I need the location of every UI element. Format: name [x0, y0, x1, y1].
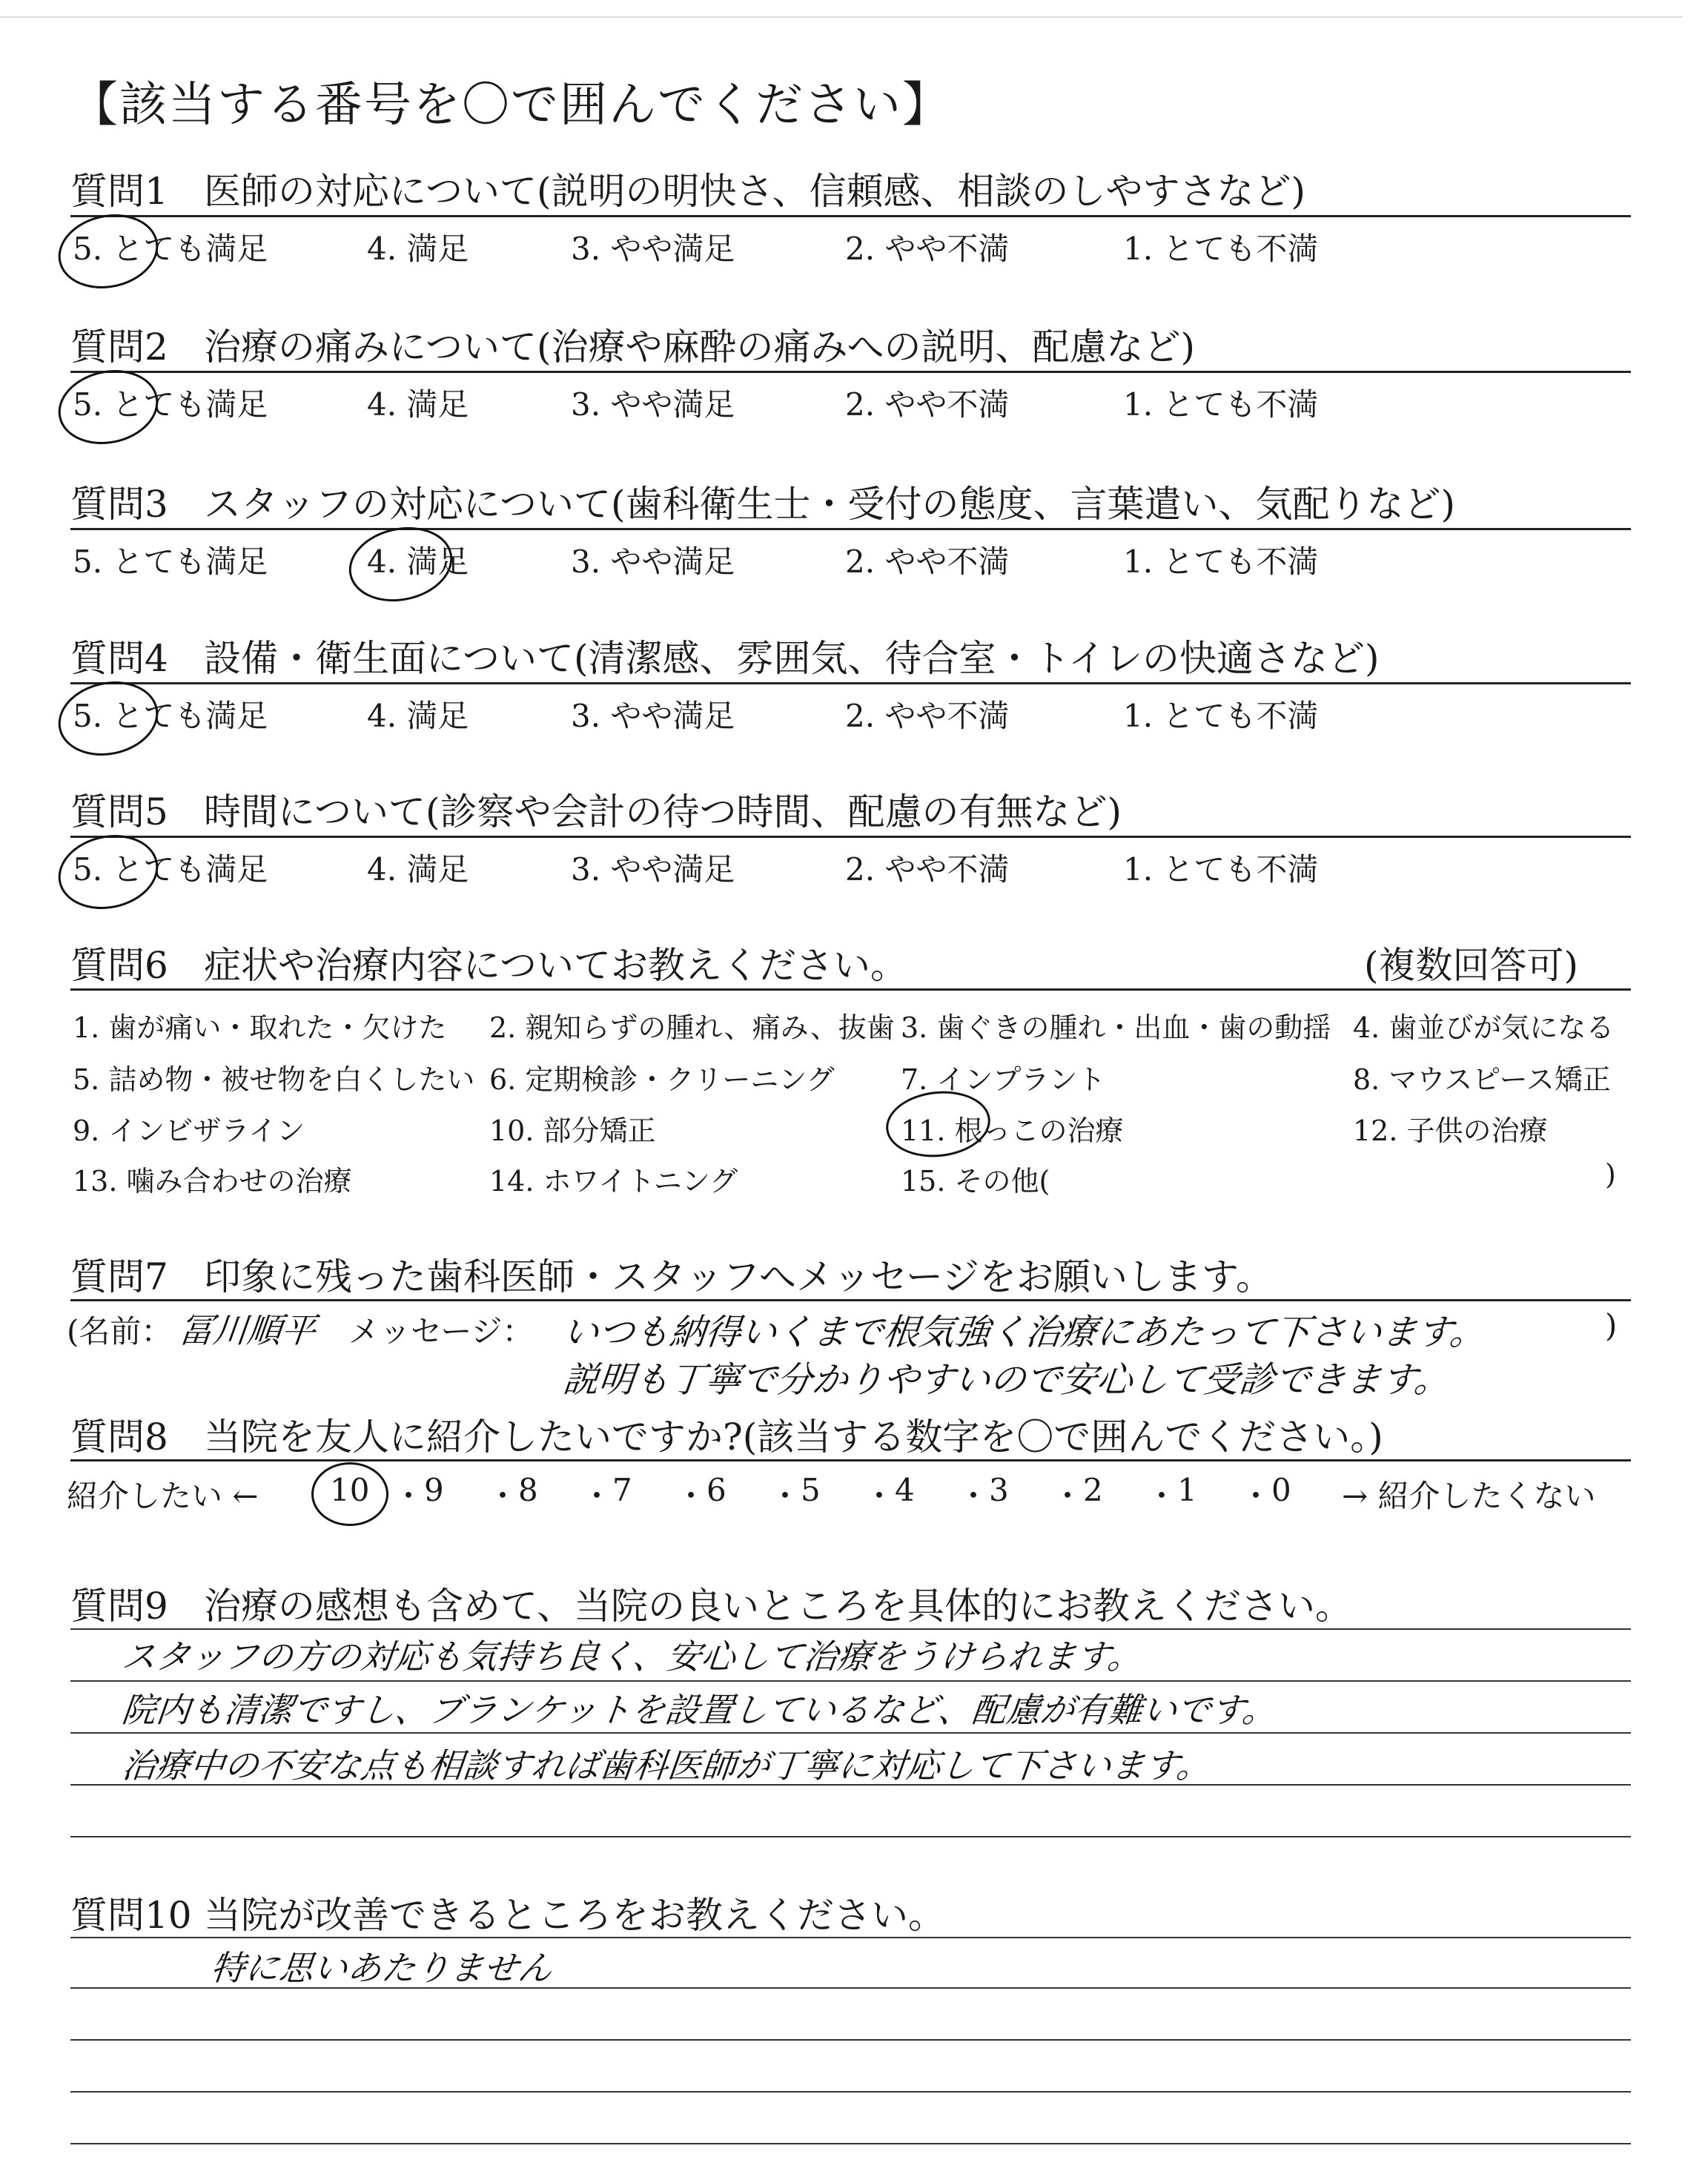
q8-scale-8[interactable]: 8	[518, 1472, 538, 1508]
q3-option-3[interactable]: 3. やや満足	[571, 544, 735, 580]
q8-scale-separator: ・	[487, 1478, 519, 1514]
q8-text: 当院を友人に紹介したいですか?(該当する数字を〇で囲んでください。)	[204, 1416, 1383, 1459]
q8-right-label: → 紹介したくない	[1342, 1478, 1596, 1514]
q5-option-1[interactable]: 1. とても不満	[1123, 851, 1319, 888]
q2-option-4[interactable]: 4. 満足	[367, 386, 469, 423]
q4-rule	[70, 682, 1631, 684]
q8-scale-separator: ・	[1146, 1478, 1178, 1514]
q1-option-1[interactable]: 1. とても不満	[1123, 231, 1319, 267]
q6-selected-circle	[883, 1086, 993, 1162]
q9-line-5	[70, 1836, 1631, 1837]
q5-rule	[70, 836, 1631, 838]
q7-message-label: メッセージ：	[348, 1313, 534, 1350]
q1-text: 医師の対応について(説明の明快さ、信頼感、相談のしやすさなど)	[204, 170, 1306, 213]
q7-close-paren: )	[1605, 1307, 1618, 1344]
q9-answer-line3[interactable]: 治療中の不安な点も相談すれば歯科医師が丁寧に対応して下さいます。	[119, 1745, 1213, 1786]
q3-label: 質問3	[70, 483, 168, 526]
q8-rule	[70, 1459, 1631, 1462]
q8-scale-0[interactable]: 0	[1271, 1472, 1291, 1508]
q8-scale-3[interactable]: 3	[989, 1472, 1009, 1508]
q8-left-label: 紹介したい ←	[67, 1478, 259, 1514]
q3-option-5[interactable]: 5. とても満足	[73, 544, 268, 580]
q7-name-label: (名前：	[67, 1313, 173, 1350]
q5-label: 質問5	[70, 790, 168, 833]
q6-option-3[interactable]: 3. 歯ぐきの腫れ・出血・歯の動揺	[901, 1011, 1331, 1044]
q4-option-3[interactable]: 3. やや満足	[571, 698, 735, 734]
q10-line-5	[70, 2143, 1631, 2144]
q8-scale-separator: ・	[958, 1478, 990, 1514]
q3-text: スタッフの対応について(歯科衛生士・受付の態度、言葉遣い、気配りなど)	[204, 483, 1456, 526]
q2-option-1[interactable]: 1. とても不満	[1123, 386, 1319, 423]
q6-option-15-close: )	[1605, 1158, 1616, 1191]
q5-option-4[interactable]: 4. 満足	[367, 851, 469, 888]
q8-scale-9[interactable]: 9	[424, 1472, 444, 1508]
q6-option-7[interactable]: 7. インプラント	[901, 1063, 1106, 1096]
q4-option-2[interactable]: 2. やや不満	[845, 698, 1010, 734]
q2-rule	[70, 371, 1631, 373]
q6-option-9[interactable]: 9. インビザライン	[73, 1114, 305, 1147]
q8-scale-4[interactable]: 4	[895, 1472, 915, 1508]
q5-option-2[interactable]: 2. やや不満	[845, 851, 1010, 888]
q9-answer-line2[interactable]: 院内も清潔ですし、ブランケットを設置しているなど、配慮が有難いです。	[119, 1690, 1279, 1730]
q3-selected-circle	[342, 518, 459, 610]
q1-option-5[interactable]: 5. とても満足	[73, 231, 268, 267]
q10-label: 質問10	[70, 1894, 192, 1937]
q10-line-4	[70, 2091, 1631, 2093]
page-title: 【該当する番号を〇で囲んでください】	[70, 78, 951, 133]
q2-text: 治療の痛みについて(治療や麻酔の痛みへの説明、配慮など)	[204, 326, 1196, 369]
q2-selected-circle	[51, 361, 165, 453]
q9-text: 治療の感想も含めて、当院の良いところを具体的にお教えください。	[204, 1585, 1352, 1628]
q9-line-3	[70, 1732, 1631, 1734]
q9-answer-line1[interactable]: スタッフの方の対応も気持ち良く、安心して治療をうけられます。	[119, 1636, 1144, 1677]
q5-text: 時間について(診察や会計の待つ時間、配慮の有無など)	[204, 790, 1122, 833]
q1-selected-circle	[51, 205, 165, 297]
q6-option-13[interactable]: 13. 噛み合わせの治療	[73, 1165, 352, 1198]
q6-option-10[interactable]: 10. 部分矯正	[489, 1114, 656, 1147]
q9-label: 質問9	[70, 1585, 168, 1628]
q8-scale-2[interactable]: 2	[1083, 1472, 1103, 1508]
q8-selected-circle	[311, 1462, 388, 1526]
q8-scale-5[interactable]: 5	[801, 1472, 821, 1508]
q1-option-2[interactable]: 2. やや不満	[845, 231, 1010, 267]
q2-option-3[interactable]: 3. やや満足	[571, 386, 735, 423]
q7-message-line2[interactable]: 説明も丁寧で分かりやすいので安心して受診できます。	[560, 1359, 1452, 1401]
q8-scale-separator: ・	[864, 1478, 896, 1514]
q6-option-5[interactable]: 5. 詰め物・被せ物を白くしたい	[73, 1063, 475, 1096]
q8-scale-1[interactable]: 1	[1177, 1472, 1197, 1508]
q8-scale-separator: ・	[1052, 1478, 1084, 1514]
q6-option-15[interactable]: 15. その他(	[901, 1165, 1050, 1198]
q6-text: 症状や治療内容についてお教えください。	[204, 944, 907, 987]
q5-selected-circle	[51, 826, 165, 918]
q1-option-4[interactable]: 4. 満足	[367, 231, 469, 267]
q8-scale-separator: ・	[1240, 1478, 1272, 1514]
q10-text: 当院が改善できるところをお教えください。	[204, 1894, 945, 1937]
q7-label: 質問7	[70, 1255, 168, 1298]
q4-option-5[interactable]: 5. とても満足	[73, 698, 268, 734]
q10-line-1	[70, 1937, 1631, 1938]
q4-selected-circle	[51, 673, 165, 764]
scan-edge-line	[0, 16, 1683, 18]
q6-option-8[interactable]: 8. マウスピース矯正	[1353, 1063, 1611, 1096]
q10-line-3	[70, 2039, 1631, 2041]
q8-scale-7[interactable]: 7	[612, 1472, 632, 1508]
q1-rule	[70, 215, 1631, 217]
q8-scale-separator: ・	[393, 1478, 425, 1514]
q6-option-11[interactable]: 11. 根っこの治療	[901, 1114, 1124, 1147]
q6-option-1[interactable]: 1. 歯が痛い・取れた・欠けた	[73, 1011, 447, 1044]
q7-name-value[interactable]: 冨川順平	[176, 1310, 318, 1350]
q6-rule	[70, 988, 1631, 991]
q2-label: 質問2	[70, 326, 168, 369]
q6-option-12[interactable]: 12. 子供の治療	[1353, 1114, 1548, 1147]
q7-rule	[70, 1299, 1631, 1301]
q8-scale-6[interactable]: 6	[706, 1472, 726, 1508]
q3-option-2[interactable]: 2. やや不満	[845, 544, 1010, 580]
q2-option-2[interactable]: 2. やや不満	[845, 386, 1010, 423]
q6-label: 質問6	[70, 944, 168, 987]
q3-rule	[70, 528, 1631, 530]
q6-note: (複数回答可)	[1364, 944, 1579, 987]
q8-scale-separator: ・	[675, 1478, 707, 1514]
q4-option-1[interactable]: 1. とても不満	[1123, 698, 1319, 734]
q9-line-2	[70, 1680, 1631, 1682]
q1-option-3[interactable]: 3. やや満足	[571, 231, 735, 267]
q6-option-2[interactable]: 2. 親知らずの腫れ、痛み、抜歯	[489, 1011, 895, 1044]
q4-text: 設備・衛生面について(清潔感、雰囲気、待合室・トイレの快適さなど)	[204, 637, 1380, 680]
q8-scale-separator: ・	[581, 1478, 613, 1514]
q4-label: 質問4	[70, 637, 168, 680]
q1-label: 質問1	[70, 170, 168, 213]
q6-option-6[interactable]: 6. 定期検診・クリーニング	[489, 1063, 835, 1096]
q3-option-4[interactable]: 4. 満足	[367, 544, 469, 580]
q3-option-1[interactable]: 1. とても不満	[1123, 544, 1319, 580]
q4-option-4[interactable]: 4. 満足	[367, 698, 469, 734]
q5-option-5[interactable]: 5. とても満足	[73, 851, 268, 888]
q2-option-5[interactable]: 5. とても満足	[73, 386, 268, 423]
q6-option-4[interactable]: 4. 歯並びが気になる	[1353, 1011, 1615, 1044]
q7-message-line1[interactable]: いつも納得いくまで根気強く治療にあたって下さいます。	[560, 1312, 1488, 1353]
q7-text: 印象に残った歯科医師・スタッフへメッセージをお願いします。	[204, 1255, 1273, 1298]
q10-answer[interactable]: 特に思いあたりません	[208, 1948, 555, 1988]
q5-option-3[interactable]: 3. やや満足	[571, 851, 735, 888]
q8-scale-separator: ・	[769, 1478, 801, 1514]
q6-option-14[interactable]: 14. ホワイトニング	[489, 1165, 738, 1198]
q8-label: 質問8	[70, 1416, 168, 1459]
q8-scale-10[interactable]: 10	[330, 1472, 370, 1508]
